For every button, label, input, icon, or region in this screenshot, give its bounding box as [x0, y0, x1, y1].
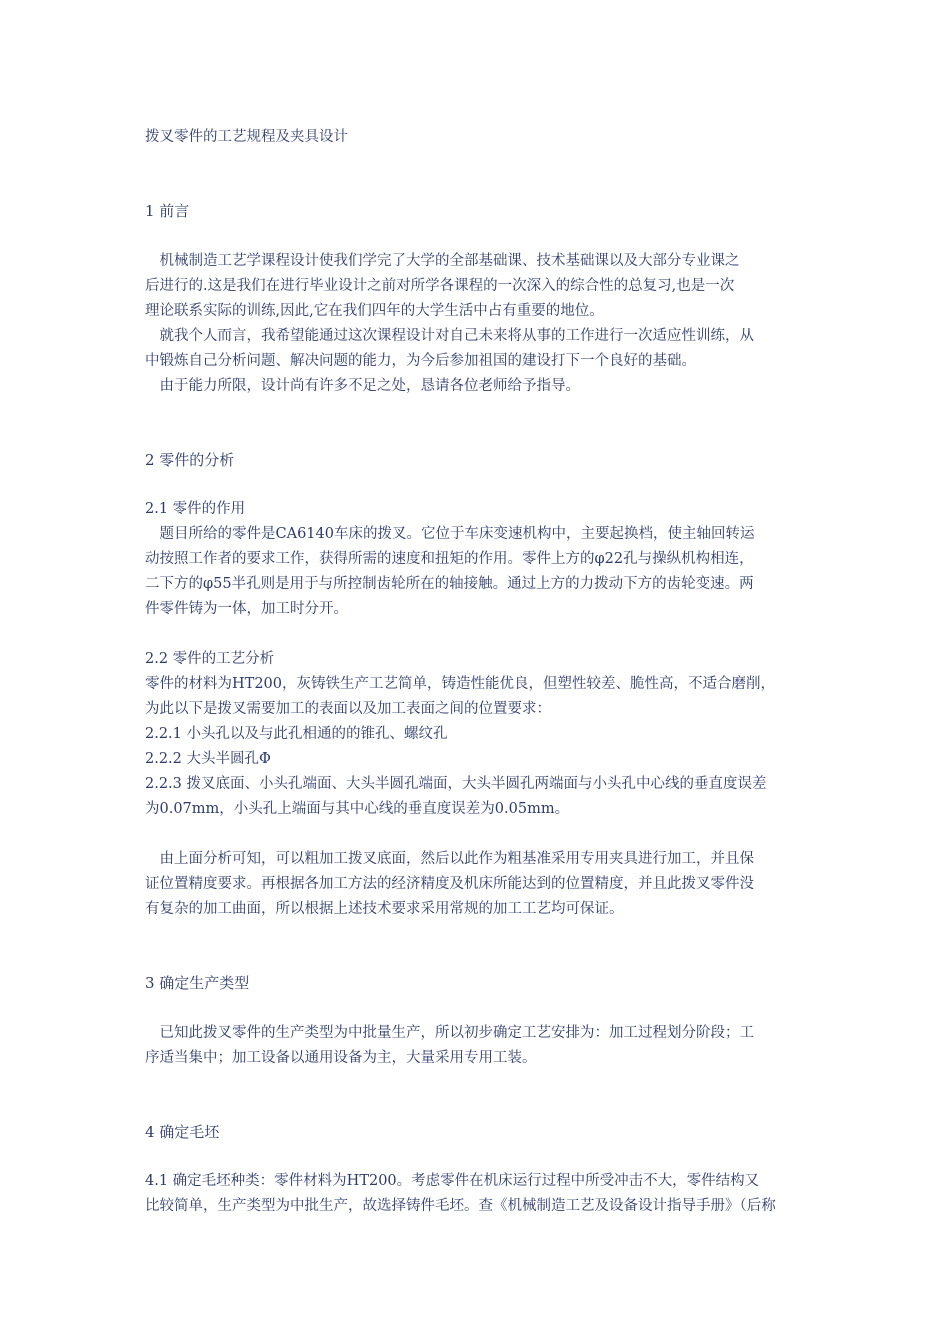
paragraph-line: 中锻炼自己分析问题、解决问题的能力，为今后参加祖国的建设打下一个良好的基础。: [145, 353, 696, 369]
paragraph-line: 就我个人而言，我希望能通过这次课程设计对自己未来将从事的工作进行一次适应性训练，从: [145, 328, 754, 344]
subsection-heading: 2.2 零件的工艺分析: [145, 651, 275, 667]
document-title: 拨叉零件的工艺规程及夹具设计: [145, 129, 348, 145]
paragraph-line: 件零件铸为一体，加工时分开。: [145, 601, 348, 617]
paragraph-line: 后进行的.这是我们在进行毕业设计之前对所学各课程的一次深入的综合性的总复习,也是一次: [145, 278, 735, 294]
section-heading-3: 3 确定生产类型: [145, 974, 250, 992]
paragraph-line: 2.2.3 拨叉底面、小头孔端面、大头半圆孔端面，大头半圆孔两端面与小头孔中心线的垂直度误差: [145, 776, 767, 792]
subsection-heading: 2.1 零件的作用: [145, 501, 246, 517]
paragraph-line: 证位置精度要求。再根据各加工方法的经济精度及机床所能达到的位置精度，并且此拨叉零件没: [145, 876, 754, 892]
paragraph-line: 有复杂的加工曲面，所以根据上述技术要求采用常规的加工工艺均可保证。: [145, 901, 624, 917]
section-heading-1: 1 前言: [145, 202, 190, 220]
paragraph-line: 比较简单，生产类型为中批生产，故选择铸件毛坯。查《机械制造工艺及设备设计指导手册》（后称: [145, 1198, 776, 1214]
paragraph-line: 4.1 确定毛坯种类：零件材料为HT200。考虑零件在机床运行过程中所受冲击不大，零件结构又: [145, 1173, 760, 1189]
paragraph-line: 已知此拨叉零件的生产类型为中批量生产，所以初步确定工艺安排为：加工过程划分阶段；工: [145, 1025, 754, 1041]
paragraph-line: 机械制造工艺学课程设计使我们学完了大学的全部基础课、技术基础课以及大部分专业课之: [145, 253, 740, 269]
paragraph-line: 由于能力所限，设计尚有许多不足之处，恳请各位老师给予指导。: [145, 378, 580, 394]
section-heading-2: 2 零件的分析: [145, 451, 235, 469]
paragraph-line: 为此以下是拨叉需要加工的表面以及加工表面之间的位置要求：: [145, 701, 551, 717]
paragraph-line: 动按照工作者的要求工作，获得所需的速度和扭矩的作用。零件上方的φ22孔与操纵机构相连，: [145, 551, 754, 567]
paragraph-line: 题目所给的零件是CA6140车床的拨叉。它位于车床变速机构中，主要起换档，使主轴回转运: [145, 526, 755, 542]
paragraph-line: 为0.07mm，小头孔上端面与其中心线的垂直度误差为0.05mm。: [145, 801, 570, 817]
paragraph-line: 2.2.1 小头孔以及与此孔相通的的锥孔、螺纹孔: [145, 726, 448, 742]
paragraph-line: 零件的材料为HT200，灰铸铁生产工艺简单，铸造性能优良，但塑性较差、脆性高，不适合磨削，: [145, 676, 775, 692]
paragraph-line: 序适当集中；加工设备以通用设备为主，大量采用专用工装。: [145, 1050, 537, 1066]
paragraph-line: 2.2.2 大头半圆孔Φ: [145, 751, 271, 767]
paragraph-line: 理论联系实际的训练,因此,它在我们四年的大学生活中占有重要的地位。: [145, 303, 604, 319]
paragraph-line: 由上面分析可知，可以粗加工拨叉底面，然后以此作为粗基准采用专用夹具进行加工，并且保: [145, 851, 754, 867]
paragraph-line: 二下方的φ55半孔则是用于与所控制齿轮所在的轴接触。通过上方的力拨动下方的齿轮变速。两: [145, 576, 754, 592]
section-heading-4: 4 确定毛坯: [145, 1123, 220, 1141]
